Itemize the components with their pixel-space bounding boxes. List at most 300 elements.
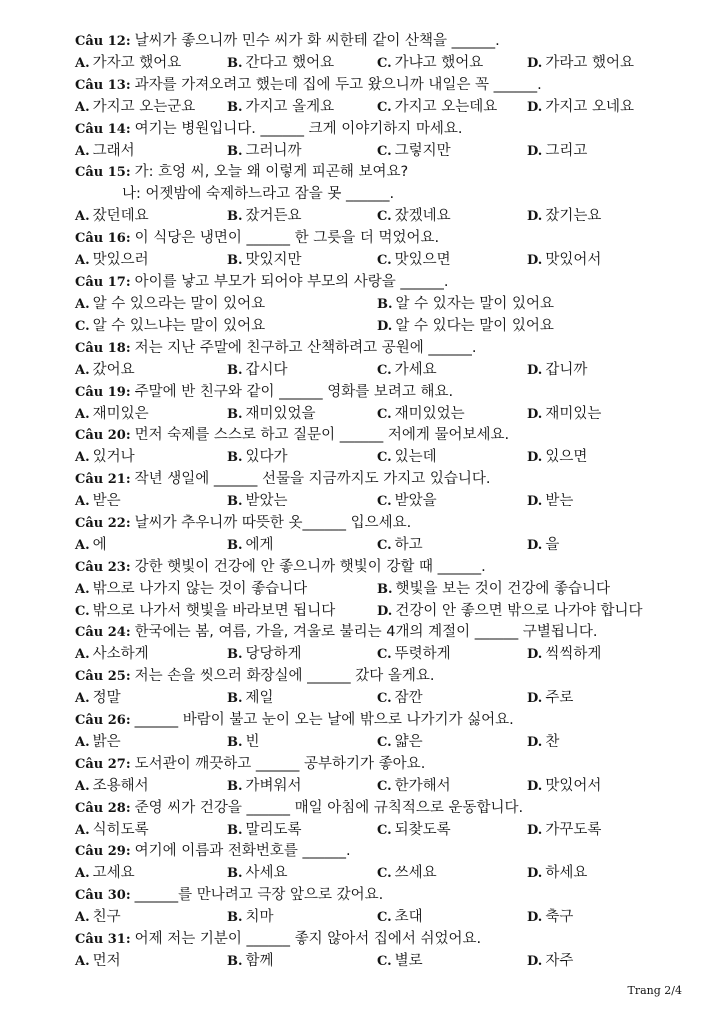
answer-option-d[interactable] (527, 950, 573, 973)
option-letter: A. (75, 99, 90, 115)
option-letter: A. (75, 143, 90, 159)
option-text: 조용해서 (92, 777, 149, 794)
options-row (75, 687, 715, 709)
question-26 (75, 709, 715, 753)
question-number: Câu 15: (75, 165, 131, 181)
answer-option-a[interactable] (75, 906, 121, 929)
question-15 (75, 161, 715, 227)
option-letter: D. (527, 143, 543, 159)
options-row (75, 490, 715, 512)
answer-option-c[interactable] (377, 490, 437, 513)
answer-option-b[interactable] (227, 446, 288, 469)
option-letter: C. (377, 494, 392, 510)
answer-option-a[interactable] (75, 205, 149, 228)
answer-option-b[interactable] (227, 96, 334, 119)
option-text: 받은 (92, 493, 121, 510)
question-16 (75, 227, 715, 271)
question-text: 한국에는 봄, 여름, 가을, 겨울로 불리는 4개의 계절이 ______ 구별됩니다. (134, 624, 598, 641)
option-letter: D. (527, 99, 543, 115)
options-row (75, 315, 715, 337)
option-text: 갑니까 (545, 361, 588, 378)
option-letter: B. (227, 253, 243, 269)
answer-option-d[interactable] (527, 731, 559, 754)
answer-option-c[interactable] (377, 775, 451, 798)
option-letter: B. (227, 99, 243, 115)
question-stem (75, 74, 715, 96)
answer-option-a[interactable] (75, 534, 107, 557)
option-text: 찬 (545, 734, 560, 751)
question-22 (75, 512, 715, 556)
answer-option-c[interactable] (377, 862, 437, 885)
answer-option-c[interactable] (377, 819, 451, 842)
option-text: 재미있은 (92, 405, 149, 422)
option-letter: B. (227, 866, 243, 882)
option-letter: C. (377, 910, 392, 926)
option-letter: B. (377, 296, 393, 312)
question-stem (75, 928, 715, 950)
option-letter: B. (227, 450, 243, 466)
option-text: 갑시다 (245, 361, 288, 378)
options-row (75, 249, 715, 271)
question-20 (75, 424, 715, 468)
answer-option-d[interactable] (377, 315, 554, 338)
option-text: 가벼워서 (245, 777, 302, 794)
options-row (75, 600, 715, 622)
question-number: Câu 29: (75, 844, 131, 860)
options-row (75, 819, 715, 841)
question-28 (75, 797, 715, 841)
option-letter: C. (377, 537, 392, 553)
option-letter: B. (227, 494, 243, 510)
option-letter: B. (227, 362, 243, 378)
question-text: 먼저 숙제를 스스로 하고 질문이 ______ 저에게 물어보세요. (134, 427, 510, 444)
question-text: 여기는 병원입니다. ______ 크게 이야기하지 마세요. (134, 120, 463, 137)
option-text: 재미있었을 (245, 405, 316, 422)
options-row (75, 96, 715, 118)
option-text: 하고 (394, 536, 423, 553)
answer-option-b[interactable] (227, 490, 288, 513)
option-letter: C. (377, 450, 392, 466)
options-row (75, 643, 715, 665)
option-letter: C. (377, 647, 392, 663)
option-letter: D. (527, 691, 543, 707)
question-text: 이 식당은 냉면이 ______ 한 그릇을 더 먹었어요. (134, 230, 440, 247)
answer-option-d[interactable] (527, 643, 601, 666)
option-text: 사소하게 (92, 646, 149, 663)
question-18 (75, 337, 715, 381)
option-letter: D. (527, 253, 543, 269)
answer-option-c[interactable] (377, 359, 437, 382)
answer-option-d[interactable] (527, 446, 587, 469)
option-text: 알 수 있자는 말이 있어요 (395, 295, 555, 312)
option-text: 에 (92, 536, 107, 553)
option-text: 있는데 (394, 449, 437, 466)
option-letter: B. (227, 954, 243, 969)
option-text: 씩씩하게 (545, 646, 602, 663)
options-row (75, 293, 715, 315)
question-number: Câu 18: (75, 340, 131, 356)
option-text: 잠깐 (394, 690, 423, 707)
answer-option-d[interactable] (527, 906, 573, 929)
answer-option-c[interactable] (377, 906, 423, 929)
question-text: 과자를 가져오려고 했는데 집에 두고 왔으니까 내일은 꼭 ______. (134, 76, 542, 93)
option-text: 잤거든요 (245, 208, 302, 225)
option-text: 밖으로 나가지 않는 것이 좋습니다 (92, 580, 308, 597)
answer-option-d[interactable] (527, 775, 601, 798)
option-text: 사세요 (245, 865, 288, 882)
answer-option-c[interactable] (377, 249, 451, 272)
answer-option-d[interactable] (527, 205, 601, 228)
answer-option-b[interactable] (227, 906, 274, 929)
answer-option-d[interactable] (527, 96, 634, 119)
answer-option-a[interactable] (75, 446, 135, 469)
option-letter: A. (75, 296, 90, 312)
answer-option-a[interactable] (75, 293, 265, 316)
answer-option-a[interactable] (75, 140, 135, 163)
question-13 (75, 74, 715, 118)
option-text: 있으면 (545, 449, 588, 466)
option-letter: C. (377, 253, 392, 269)
option-text: 식히도록 (92, 821, 149, 838)
answer-option-b[interactable] (227, 359, 288, 382)
answer-option-a[interactable] (75, 775, 149, 798)
question-27 (75, 753, 715, 797)
options-row (75, 950, 715, 972)
answer-option-d[interactable] (527, 534, 559, 557)
question-text: 여기에 이름과 전화번호를 ______. (134, 843, 351, 860)
answer-option-d[interactable] (527, 359, 587, 382)
option-letter: D. (527, 910, 543, 926)
option-letter: B. (227, 647, 243, 663)
answer-option-b[interactable] (227, 52, 334, 75)
option-letter: D. (527, 954, 543, 969)
question-stem (75, 161, 715, 183)
option-text: 재미있는 (545, 405, 602, 422)
question-number: Câu 12: (75, 34, 131, 49)
question-stem (75, 797, 715, 819)
option-letter: C. (377, 406, 392, 422)
answer-option-c[interactable] (75, 315, 265, 338)
question-stem (75, 665, 715, 687)
question-stem (75, 621, 715, 643)
question-text: 준영 씨가 건강을 ______ 매일 아침에 규칙적으로 운동합니다. (134, 799, 524, 816)
question-stem (75, 753, 715, 775)
question-text: 주말에 반 친구와 같이 ______ 영화를 보려고 해요. (134, 383, 454, 400)
answer-option-c[interactable] (377, 140, 451, 163)
option-text: 그러니까 (245, 142, 302, 159)
option-text: 있다가 (245, 449, 288, 466)
option-text: 친구 (92, 909, 121, 926)
question-number: Câu 31: (75, 932, 131, 947)
answer-option-d[interactable] (377, 600, 643, 623)
answer-option-a[interactable] (75, 359, 135, 382)
question-text: 어제 저는 기분이 ______ 좋지 않아서 집에서 쉬었어요. (134, 931, 482, 947)
option-letter: B. (227, 910, 243, 926)
answer-option-a[interactable] (75, 950, 121, 973)
option-text: 맛있어서 (545, 252, 602, 269)
option-text: 가자고 했어요 (92, 55, 182, 71)
question-number: Câu 23: (75, 559, 131, 575)
answer-option-a[interactable] (75, 578, 307, 601)
answer-option-b[interactable] (227, 731, 260, 754)
option-letter: A. (75, 866, 90, 882)
option-text: 건강이 안 좋으면 밖으로 나가야 합니다 (395, 602, 643, 619)
option-text: 받는 (545, 493, 574, 510)
option-letter: C. (75, 603, 90, 619)
answer-option-b[interactable] (227, 249, 302, 272)
option-text: 맛있으면 (394, 252, 451, 269)
answer-option-a[interactable] (75, 862, 135, 885)
answer-option-b[interactable] (227, 819, 302, 842)
option-text: 알 수 있다는 말이 있어요 (395, 317, 554, 334)
option-letter: C. (377, 954, 392, 969)
answer-option-a[interactable] (75, 96, 195, 119)
answer-option-c[interactable] (377, 446, 437, 469)
option-text: 잤겠네요 (394, 208, 451, 225)
answer-option-d[interactable] (527, 249, 601, 272)
question-text: 날씨가 추우니까 따뜻한 옷______ 입으세요. (134, 514, 412, 531)
options-row (75, 731, 715, 753)
option-text: 맛있지만 (245, 252, 302, 269)
answer-option-b[interactable] (227, 950, 274, 973)
option-letter: C. (377, 209, 392, 225)
answer-option-b[interactable] (227, 862, 288, 885)
answer-option-b[interactable] (227, 403, 316, 426)
option-letter: B. (227, 537, 243, 553)
question-text: ______ 바람이 불고 눈이 오는 날에 밖으로 나가기가 싫어요. (134, 712, 514, 729)
option-letter: D. (527, 866, 543, 882)
question-14 (75, 118, 715, 162)
question-text: 아이를 낳고 부모가 되어야 부모의 사랑을 ______. (134, 273, 449, 290)
option-text: 밖으로 나가서 햇빛을 바라보면 됩니다 (92, 602, 336, 619)
question-number: Câu 24: (75, 625, 131, 641)
options-row (75, 205, 715, 227)
answer-option-b[interactable] (227, 534, 274, 557)
option-text: 쓰세요 (394, 865, 437, 882)
question-text: 날씨가 좋으니까 민수 씨가 화 씨한테 같이 산책을 ______. (134, 33, 500, 49)
answer-option-b[interactable] (227, 687, 274, 710)
option-letter: D. (527, 209, 543, 225)
option-text: 되찾도록 (394, 821, 451, 838)
answer-option-c[interactable] (75, 600, 335, 623)
answer-option-c[interactable] (377, 731, 423, 754)
option-text: 알 수 있으라는 말이 있어요 (92, 295, 266, 312)
option-text: 치마 (245, 909, 274, 926)
option-letter: C. (377, 362, 392, 378)
option-text: 그리고 (545, 142, 588, 159)
option-letter: D. (527, 362, 543, 378)
option-letter: C. (377, 143, 392, 159)
answer-option-b[interactable] (227, 643, 302, 666)
option-text: 뚜렷하게 (394, 646, 451, 663)
option-letter: A. (75, 735, 90, 751)
question-stem (75, 337, 715, 359)
option-letter: A. (75, 253, 90, 269)
answer-option-c[interactable] (377, 643, 451, 666)
question-30 (75, 884, 715, 928)
question-stem (75, 556, 715, 578)
option-text: 가지고 오는군요 (92, 98, 196, 115)
option-letter: D. (527, 822, 543, 838)
option-letter: B. (227, 143, 243, 159)
answer-option-d[interactable] (527, 862, 587, 885)
answer-option-a[interactable] (75, 687, 121, 710)
option-text: 별로 (394, 953, 423, 969)
option-text: 그래서 (92, 142, 135, 159)
option-text: 한가해서 (394, 777, 451, 794)
option-letter: C. (377, 691, 392, 707)
question-number: Câu 17: (75, 274, 131, 290)
question-stem (75, 709, 715, 731)
option-text: 가꾸도록 (545, 821, 602, 838)
question-number: Câu 25: (75, 669, 131, 685)
options-row (75, 403, 715, 425)
question-stem (75, 118, 715, 140)
question-stem (75, 381, 715, 403)
option-text: 당당하게 (245, 646, 302, 663)
option-text: 자주 (545, 953, 574, 969)
question-text: 저는 손을 씻으러 화장실에 ______ 갔다 올게요. (134, 668, 435, 685)
option-text: 간다고 했어요 (245, 55, 335, 71)
answer-option-c[interactable] (377, 52, 483, 75)
answer-option-d[interactable] (527, 490, 573, 513)
option-letter: C. (377, 56, 392, 71)
question-number: Câu 20: (75, 428, 131, 444)
options-row (75, 578, 715, 600)
answer-option-a[interactable] (75, 643, 149, 666)
question-stem (75, 468, 715, 490)
option-text: 정말 (92, 690, 121, 707)
answer-option-a[interactable] (75, 403, 149, 426)
question-number: Câu 13: (75, 77, 131, 93)
option-letter: C. (377, 778, 392, 794)
answer-option-d[interactable] (527, 403, 601, 426)
option-text: 얇은 (394, 734, 423, 751)
option-letter: A. (75, 56, 90, 71)
options-row (75, 862, 715, 884)
answer-option-c[interactable] (377, 205, 451, 228)
question-21 (75, 468, 715, 512)
option-letter: A. (75, 822, 90, 838)
question-text: ______를 만나려고 극장 앞으로 갔어요. (134, 887, 384, 904)
options-row (75, 140, 715, 162)
option-text: 먼저 (92, 953, 121, 969)
question-number: Câu 22: (75, 515, 131, 531)
question-stem (75, 424, 715, 446)
option-text: 빈 (245, 734, 260, 751)
answer-option-a[interactable] (75, 52, 181, 75)
answer-option-b[interactable] (227, 775, 302, 798)
option-letter: A. (75, 406, 90, 422)
question-19 (75, 381, 715, 425)
answer-option-d[interactable] (527, 687, 573, 710)
option-text: 받았을 (394, 493, 437, 510)
option-letter: B. (377, 581, 393, 597)
question-29 (75, 840, 715, 884)
question-number: Câu 19: (75, 384, 131, 400)
question-number: Câu 21: (75, 472, 131, 488)
option-text: 가지고 오는데요 (394, 98, 498, 115)
answer-option-c[interactable] (377, 403, 465, 426)
option-text: 그렇지만 (394, 142, 451, 159)
question-number: Câu 30: (75, 888, 131, 904)
option-text: 함께 (245, 953, 274, 969)
answer-option-d[interactable] (527, 819, 601, 842)
answer-option-b[interactable] (377, 578, 610, 601)
answer-option-b[interactable] (377, 293, 554, 316)
answer-option-d[interactable] (527, 140, 587, 163)
option-letter: B. (227, 56, 243, 71)
option-text: 가냐고 했어요 (394, 55, 484, 71)
option-text: 하세요 (545, 865, 588, 882)
option-letter: A. (75, 209, 90, 225)
question-number: Câu 14: (75, 121, 131, 137)
question-number: Câu 28: (75, 800, 131, 816)
option-text: 말리도록 (245, 821, 302, 838)
option-letter: B. (227, 778, 243, 794)
answer-option-c[interactable] (377, 534, 423, 557)
option-text: 가지고 오네요 (545, 98, 634, 115)
answer-option-b[interactable] (227, 140, 302, 163)
option-text: 알 수 있느냐는 말이 있어요 (92, 317, 266, 334)
option-text: 초대 (394, 909, 423, 926)
option-text: 맛있어서 (545, 777, 602, 794)
option-letter: D. (377, 318, 393, 334)
answer-option-c[interactable] (377, 96, 497, 119)
option-letter: C. (377, 735, 392, 751)
option-letter: A. (75, 647, 90, 663)
option-text: 고세요 (92, 865, 135, 882)
option-letter: D. (527, 735, 543, 751)
option-letter: A. (75, 581, 90, 597)
answer-option-a[interactable] (75, 731, 121, 754)
answer-option-c[interactable] (377, 687, 423, 710)
option-text: 축구 (545, 909, 574, 926)
answer-option-c[interactable] (377, 950, 423, 973)
option-text: 잤던데요 (92, 208, 149, 225)
question-stem (75, 512, 715, 534)
options-row (75, 52, 715, 74)
answer-option-a[interactable] (75, 490, 121, 513)
answer-option-a[interactable] (75, 819, 149, 842)
answer-option-d[interactable] (527, 52, 634, 75)
question-stem (75, 884, 715, 906)
option-letter: C. (377, 822, 392, 838)
option-letter: D. (527, 406, 543, 422)
question-number: Câu 26: (75, 713, 131, 729)
answer-option-b[interactable] (227, 205, 302, 228)
option-text: 갔어요 (92, 361, 135, 378)
question-stem (75, 840, 715, 862)
question-12 (75, 30, 715, 74)
option-text: 가지고 올게요 (245, 98, 335, 115)
option-text: 주로 (545, 690, 574, 707)
option-letter: B. (227, 691, 243, 707)
option-letter: D. (527, 494, 543, 510)
option-letter: A. (75, 910, 90, 926)
question-stem (75, 30, 715, 52)
option-text: 잤기는요 (545, 208, 602, 225)
option-letter: D. (527, 537, 543, 553)
option-letter: B. (227, 406, 243, 422)
option-letter: A. (75, 362, 90, 378)
option-letter: D. (527, 778, 543, 794)
answer-option-a[interactable] (75, 249, 149, 272)
option-text: 제일 (245, 690, 274, 707)
option-letter: D. (527, 647, 543, 663)
option-letter: C. (377, 99, 392, 115)
option-text: 밝은 (92, 734, 121, 751)
